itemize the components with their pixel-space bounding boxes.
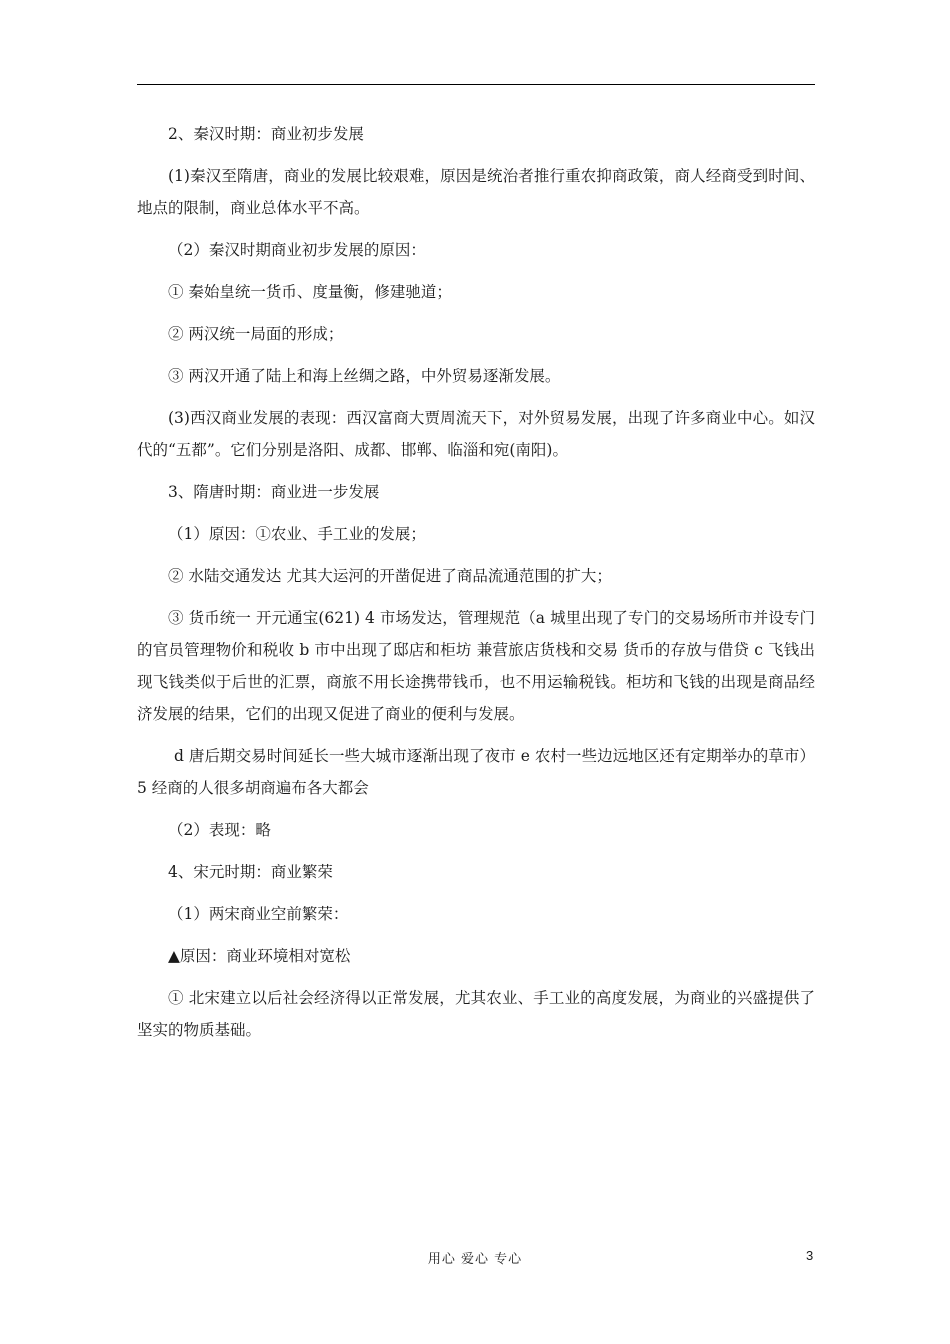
section-heading: 2、秦汉时期：商业初步发展	[168, 125, 364, 143]
paragraph: (1)秦汉至隋唐，商业的发展比较艰难，原因是统治者推行重农抑商政策，商人经商受到时间、地点的限制，商业总体水平不高。	[137, 167, 815, 217]
paragraph: (3)西汉商业发展的表现：西汉富商大贾周流天下，对外贸易发展，出现了许多商业中心。如汉代的“五都”。它们分别是洛阳、成都、邯郸、临淄和宛(南阳)。	[137, 409, 815, 459]
section-heading: 4、宋元时期：商业繁荣	[168, 863, 333, 881]
paragraph: （2）秦汉时期商业初步发展的原因：	[168, 241, 426, 259]
page-number: 3	[806, 1248, 814, 1263]
paragraph: ▲原因：商业环境相对宽松	[168, 947, 351, 965]
paragraph: ② 水陆交通发达 尤其大运河的开凿促进了商品流通范围的扩大；	[168, 567, 612, 585]
page-body	[137, 118, 815, 1046]
footer-motto: 用心 爱心 专心	[427, 1252, 523, 1267]
paragraph: ③ 货币统一 开元通宝(621) 4 市场发达，管理规范（a 城里出现了专门的交易场所市并设专门的官员管理物价和税收 b 市中出现了邸店和柜坊 兼营旅店货栈和交易 货币的存放与借贷 c 飞钱出现飞钱类似于后世的汇票，商旅不用长途携带钱币，也不用运输税钱。柜坊和飞钱的出现是商品经济发展的结果，它们的出现又促进了商业的便利与发展。	[137, 609, 815, 723]
paragraph: （2）表现：略	[168, 821, 271, 839]
paragraph: （1）两宋商业空前繁荣：	[168, 905, 349, 923]
paragraph: ① 北宋建立以后社会经济得以正常发展，尤其农业、手工业的高度发展，为商业的兴盛提供了坚实的物质基础。	[137, 989, 815, 1039]
paragraph: ② 两汉统一局面的形成；	[168, 325, 344, 343]
paragraph: ③ 两汉开通了陆上和海上丝绸之路，中外贸易逐渐发展。	[168, 367, 561, 385]
paragraph: （1）原因：①农业、手工业的发展；	[168, 525, 426, 543]
header-rule	[137, 84, 815, 85]
paragraph: d 唐后期交易时间延长一些大城市逐渐出现了夜市 e 农村一些边远地区还有定期举办的草市） 5 经商的人很多胡商遍布各大都会	[137, 747, 815, 797]
section-heading: 3、隋唐时期：商业进一步发展	[168, 483, 380, 501]
paragraph: ① 秦始皇统一货币、度量衡，修建驰道；	[168, 283, 452, 301]
